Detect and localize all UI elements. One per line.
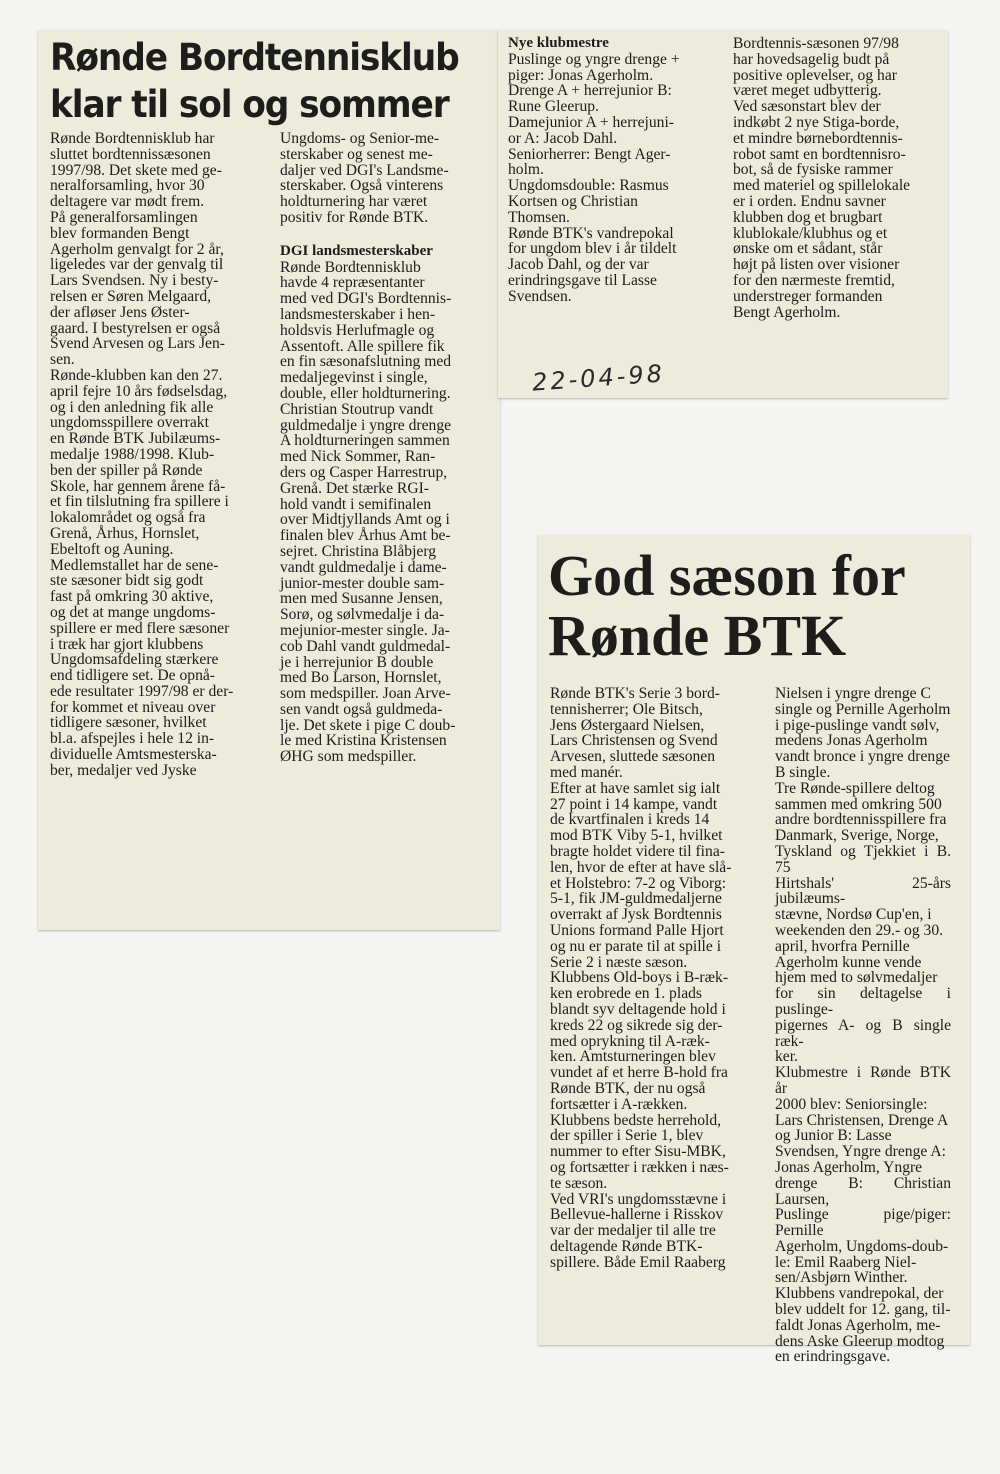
clipping-1-column-2 — [280, 131, 490, 765]
paragraph: Damejunior A + herrejuni- or A: Jacob Dahl. — [508, 113, 674, 147]
paragraph: Rønde Bordtennisklub har sluttet bordtennissæsonen 1997/98. Det skete med ge- neralforsamling, hvor 30 deltagere var mødt frem. — [50, 130, 222, 211]
clipping-1-headline: Rønde Bordtennisklub klar til sol og sommer — [50, 36, 459, 126]
paragraph: Seniorherrer: Bengt Ager- holm. — [508, 145, 671, 179]
clipping-1-column-3 — [508, 36, 716, 305]
paragraph: Nielsen i yngre drenge C single og Pernille Agerholm i pige-puslinge vandt sølv, medens Jonas Agerholm vandt bronce i yngre drenge B single. — [775, 685, 951, 781]
clipping-1-column-4 — [733, 36, 941, 320]
paragraph: Puslinge og yngre drenge + piger: Jonas Agerholm. — [508, 50, 680, 84]
subheading-dgi: DGI landsmesterskaber — [280, 242, 433, 259]
paragraph: Rønde BTK's Serie 3 bord- tennisherrer; Ole Bitsch, Jens Østergaard Nielsen, Lars Christensen og Svend Arvesen, sluttede sæsonen med manér. — [550, 685, 720, 781]
paragraph: Klubbens Old-boys i B-ræk- ken erobrede en 1. plads blandt syv deltagende hold i kreds 22 og sikrede sig der- med oprykning til A-ræk- ken. Amtsturneringen blev vundet af et herre B-hold fra Rønde BTK, der nu også fortsætter i A-rækken. — [550, 969, 729, 1113]
paragraph: Klubmestre i Rønde BTK år 2000 blev: Seniorsingle: Lars Christensen, Drenge A og Junior B: Lasse Svendsen, Yngre drenge A: Jonas Agerholm, Yngre drenge B: Christian Laursen, Puslinge pige/piger: Pernille Agerholm, Ungdoms-doub- le: Emil Raaberg Niel- sen/Asbjørn Winther. — [775, 1064, 951, 1287]
paragraph: Klubbens bedste herrehold, der spiller i Serie 1, blev nummer to efter Sisu-MBK, og fortsætter i rækken i næs- te sæson. — [550, 1111, 729, 1192]
clipping-2-column-1 — [550, 686, 755, 1270]
paragraph: Ungdoms- og Senior-me- sterskaber og senest me- daljer ved DGI's Landsme- sterskaber. Også vinterens holdturnering har været positiv for Rønde BTK. — [280, 130, 449, 226]
paragraph: Bordtennis-sæsonen 97/98 har hovedsagelig budt på positive oplevelser, og har været meget udbytterig. Ved sæsonstart blev der indkøbt 2 nye Stiga-borde, et mindre børnebordtennis- robot samt en bordtennisro- bot, så de fysiske rammer med materiel og spillelokale er i orden. Endnu savner klubben dog et brugbart klublokale/klubhus og et ønske om et sådant, står højt på listen over visioner for den nærmeste fremtid, understreger formanden Bengt Agerholm. — [733, 35, 911, 321]
paragraph: Rønde-klubben kan den 27. april fejre 10 års fødselsdag, og i den anledning fik alle ungdomsspillere overrakt en Rønde BTK Jubilæums- medalje 1988/1998. Klub- ben der spiller på Rønde Skole, har gennem årene få- et fin tilslutning fra spillere i lokalområdet og også fra Grenå, Århus, Hornslet, Ebeltoft og Auning. — [50, 366, 229, 558]
paragraph: Medlemstallet har de sene- ste sæsoner bidt sig godt fast på omkring 30 aktive, og det at mange ungdoms- spillere er med flere sæsoner i træk har gjort klubbens Ungdomsafdeling stærkere end tidligere set. De opnå- ede resultater 1997/98 er der- for kommet et niveau over tidligere sæsoner, hvilket bl.a. afspejles i hele 12 in- dividuelle Amtsmesterska- ber, medaljer ved Jyske — [50, 556, 234, 779]
paragraph: Efter at have samlet sig ialt 27 point i 14 kampe, vandt de kvartfinalen i kreds 14 mod BTK Viby 5-1, hvilket bragte holdet videre til fina- len, hvor de efter at have slå- et Holstebro: 7-2 og Viborg: 5-1, fik JM-guldmedaljerne overrakt af Jysk Bordtennis Unions formand Palle Hjort og nu er parate til at spille i Serie 2 i næste sæson. — [550, 779, 732, 971]
paragraph: Rønde Bordtennisklub havde 4 repræsentanter med ved DGI's Bordtennis- landsmesterskaber i hen- holdsvis Herlufmagle og Assentoft. Alle spillere fik en fin sæsonafslutning med medaljegevinst i single, double, eller holdturnering. Christian Stoutrup vandt guldmedalje i yngre drenge A holdturneringen sammen med Nick Sommer, Ran- ders og Casper Harrestrup, Grenå. Det stærke RGI- hold vandt i semifinalen over Midtjyllands Amt og i finalen blev Århus Amt be- sejret. Christina Blåbjerg vandt guldmedalje i dame- junior-mester double sam- men med Susanne Jensen, Sorø, og sølvmedalje i da- mejunior-mester single. Ja- cob Dahl vandt guldmedal- je i herrejunior B double med Bo Larson, Hornslet, som medspiller. Joan Arve- sen vandt også guldmeda- lje. Det skete i pige C doub- le med Kristina Kristensen ØHG som medspiller. — [280, 258, 456, 766]
paragraph: Ungdomsdouble: Rasmus Kortsen og Christian Thomsen. — [508, 177, 669, 226]
paragraph: Tre Rønde-spillere deltog sammen med omkring 500 andre bordtennisspillere fra Danmark, Sverige, Norge, Tyskland og Tjekkiet i B. 75 Hirtshals' 25-års jubilæums- stævne, Nordsø Cup'en, i weekenden den 29.- og 30. april, hvorfra Pernille Agerholm kunne vende hjem med to sølvmedaljer for sin deltagelse i puslinge- pigernes A- og B single ræk- ker. — [775, 779, 951, 1066]
subheading-nye-klubmestre: Nye klubmestre — [508, 35, 609, 51]
clipping-2-column-2 — [775, 686, 951, 1365]
paragraph: Rønde BTK's vandrepokal for ungdom blev i år tildelt Jacob Dahl, og der var erindringsgave til Lasse Svendsen. — [508, 224, 677, 305]
clipping-1-column-1 — [50, 131, 260, 779]
paragraph: Klubbens vandrepokal, der blev uddelt for 12. gang, til- faldt Jonas Agerholm, me- dens Aske Gleerup modtog en erindringsgave. — [775, 1285, 951, 1366]
clipping-2-headline: God sæson for Rønde BTK — [548, 543, 906, 668]
paragraph: På generalforsamlingen blev formanden Bengt Agerholm genvalgt for 2 år, ligeledes var der genvalg til Lars Svendsen. Ny i besty- relsen er Søren Melgaard, der afløser Jens Øster- gaard. I bestyrelsen er også Svend Arvesen og Lars Jen- sen. — [50, 208, 225, 369]
paragraph: Drenge A + herrejunior B: Rune Gleerup. — [508, 82, 672, 116]
handwritten-date: 22-04-98 — [531, 359, 666, 397]
paragraph: Ved VRI's ungdomsstævne i Bellevue-hallerne i Risskov var der medaljer til alle tre deltagende Rønde BTK- spillere. Både Emil Raaberg — [550, 1190, 727, 1271]
